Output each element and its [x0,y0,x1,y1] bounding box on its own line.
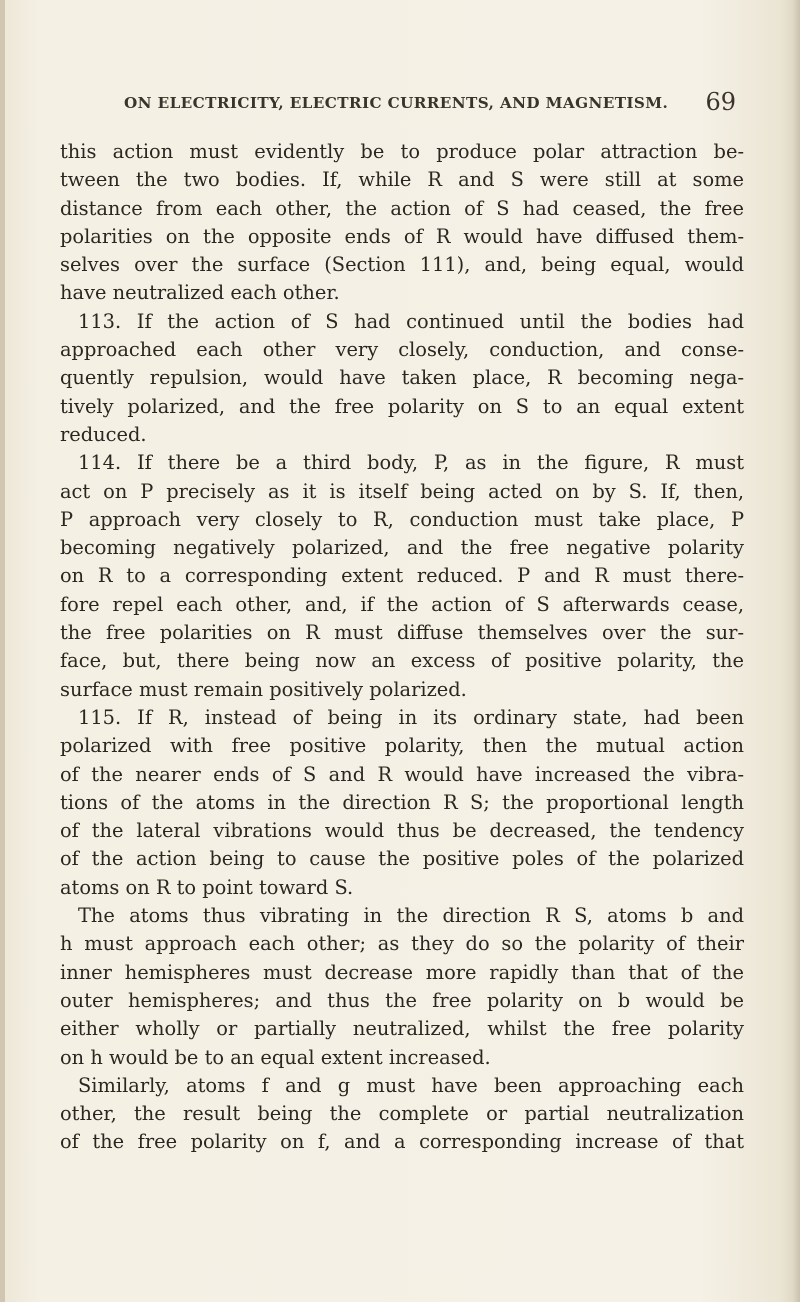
text-line: other, the result being the complete or partial neutralization [60,1102,744,1126]
text-line: quently repulsion, would have taken place, R becoming nega- [60,366,744,390]
text-line: either wholly or partially neutralized, whilst the free polarity [60,1017,744,1041]
text-line: polarized with free positive polarity, then the mutual action [60,734,744,758]
text-line: face, but, there being now an excess of positive polarity, the [60,649,744,673]
text-line: The atoms thus vibrating in the direction R S, atoms b and [78,904,744,928]
text-line: 113. If the action of S had continued until the bodies had [78,309,744,333]
page-right-edge [792,0,800,1302]
text-line: outer hemispheres; and thus the free polarity on b would be [60,988,744,1012]
text-line: approached each other very closely, conduction, and conse- [60,338,744,362]
text-line: atoms on R to point toward S. [60,875,354,899]
text-line: have neutralized each other. [60,281,340,305]
text-line: tions of the atoms in the direction R S; the proportional length [60,790,744,814]
text-line: the free polarities on R must diffuse themselves over the sur- [60,621,744,645]
text-line: reduced. [60,422,147,446]
body-text [60,138,744,1157]
page-number: 69 [705,88,736,116]
text-line: on h would be to an equal extent increased. [60,1045,491,1069]
text-line: of the action being to cause the positive poles of the polarized [60,847,744,871]
text-line: fore repel each other, and, if the action of S afterwards cease, [60,592,744,616]
text-line: 114. If there be a third body, P, as in the figure, R must [78,451,744,475]
page-header [88,88,736,122]
text-line: polarities on the opposite ends of R would have diffused them- [60,224,744,248]
text-line: 115. If R, instead of being in its ordinary state, had been [78,705,744,729]
text-line: of the nearer ends of S and R would have increased the vibra- [60,762,744,786]
text-line: this action must evidently be to produce polar attraction be- [60,140,744,163]
text-line: selves over the surface (Section 111), and, being equal, would [60,253,744,277]
text-line: act on P precisely as it is itself being acted on by S. If, then, [60,479,744,503]
text-line: of the free polarity on f, and a corresponding increase of that [60,1130,744,1154]
text-line: surface must remain positively polarized. [60,677,467,701]
text-line: becoming negatively polarized, and the free negative polarity [60,536,744,560]
text-line: P approach very closely to R, conduction must take place, P [60,507,744,531]
text-line: tween the two bodies. If, while R and S were still at some [60,168,744,192]
text-line: h must approach each other; as they do so the polarity of their [60,932,744,956]
text-line: tively polarized, and the free polarity on S to an equal extent [60,394,744,418]
page-left-edge [0,0,5,1302]
text-line: on R to a corresponding extent reduced. P and R must there- [60,564,744,588]
text-line: distance from each other, the action of S had ceased, the free [60,196,744,220]
text-line: Similarly, atoms f and g must have been approaching each [78,1073,744,1097]
running-head: ON ELECTRICITY, ELECTRIC CURRENTS, AND MAGNETISM. [124,94,669,112]
text-line: of the lateral vibrations would thus be decreased, the tendency [60,819,744,843]
text-line: inner hemispheres must decrease more rapidly than that of the [60,960,744,984]
